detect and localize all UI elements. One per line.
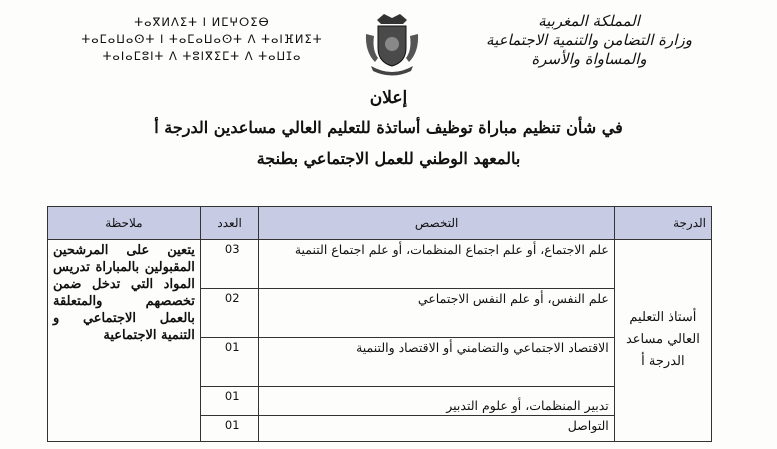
specialty-cell: الاقتصاد الاجتماعي والتضامني أو الاقتصاد والتنمية [259, 338, 614, 387]
tifinagh-line: ⵜⴰⵎⴰⵡⴰⵙⵜ ⵏ ⵜⴰⵎⴰⵡⴰⵙⵜ ⴷ ⵜⴰⵏⴼⵍⵉⵜ [81, 32, 323, 46]
note-cell: يتعين على المرشحين المقبولين بالمباراة تدريس المواد التي تدخل ضمن تخصصهم والمتعلقة بالعمل الاجتماعي و التنمية الاجتماعية [48, 239, 201, 441]
specialty-cell: علم النفس، أو علم النفس الاجتماعي [259, 288, 614, 337]
coat-of-arms-emblem [357, 8, 427, 78]
grade-cell: أستاذ التعليم العالي مساعد الدرجة أ [614, 239, 711, 441]
table-row [48, 239, 712, 288]
arabic-header-line: وزارة التضامن والتنمية الاجتماعية [486, 31, 692, 49]
table-header-row [48, 207, 712, 240]
arabic-header-line: والمساواة والأسرة [531, 50, 647, 68]
header-specialty: التخصص [259, 207, 614, 240]
specialty-cell: التواصل [259, 415, 614, 441]
count-cell: 01 [200, 415, 258, 441]
count-cell: 01 [200, 338, 258, 387]
title-line-1: في شأن تنظيم مباراة توظيف أساتذة للتعليم العالي مساعدين الدرجة أ [154, 118, 623, 137]
tifinagh-line: ⵜⴰⵏⴰⵎⵓⵏⵜ ⴷ ⵜⵓⵏⴳⵉⵎⵜ ⴷ ⵜⴰⵡⵊⴰ [102, 49, 302, 63]
tifinagh-header [72, 14, 332, 65]
specialty-cell: تدبير المنظمات، أو علوم التدبير [259, 387, 614, 415]
positions-table [47, 206, 712, 442]
arabic-header-line: المملكة المغربية [538, 12, 640, 30]
title-line-2: بالمعهد الوطني للعمل الاجتماعي بطنجة [256, 149, 521, 168]
count-cell: 02 [200, 288, 258, 337]
count-cell: 01 [200, 387, 258, 415]
count-cell: 03 [200, 239, 258, 288]
arabic-header [459, 12, 719, 69]
specialty-cell: علم الاجتماع، أو علم اجتماع المنظمات، أو علم اجتماع التنمية [259, 239, 614, 288]
header-count: العدد [200, 207, 258, 240]
header-note: ملاحظة [48, 207, 201, 240]
header-grade: الدرجة [614, 207, 711, 240]
tifinagh-line: ⵜⴰⴳⵍⴷⵉⵜ ⵏ ⵍⵎⵖⵔⵉⴱ [134, 15, 270, 29]
announcement-heading: إعلان [369, 88, 408, 108]
